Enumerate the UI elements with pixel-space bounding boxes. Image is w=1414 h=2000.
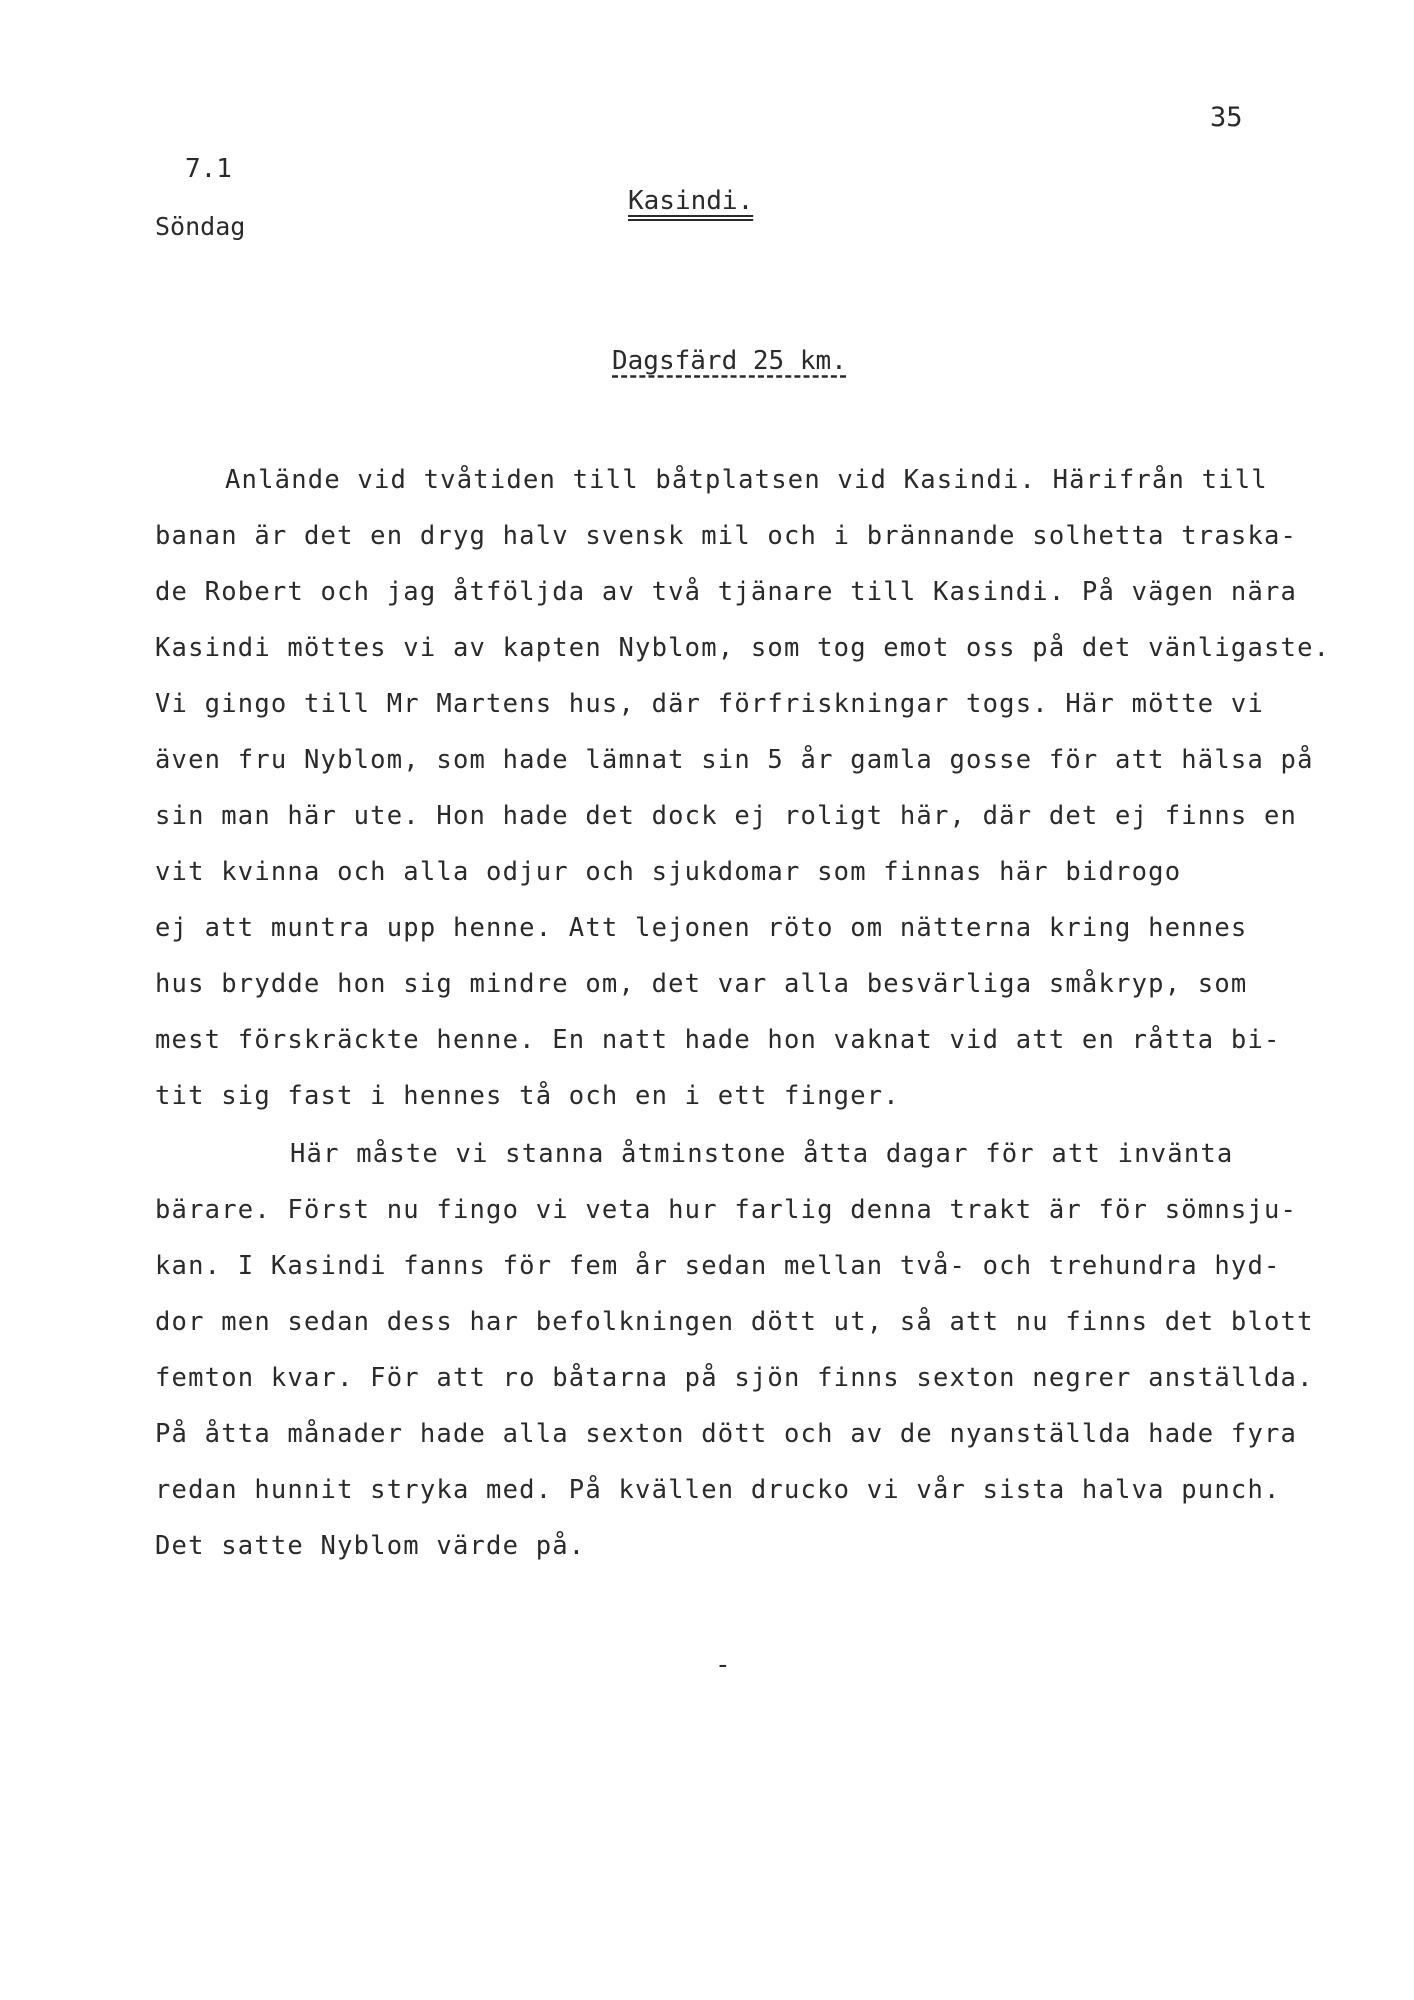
body-line: Kasindi möttes vi av kapten Nyblom, som tog emot oss på det vänligaste. [155, 633, 1331, 663]
entry-date: 7.1 [185, 154, 232, 184]
body-line: Vi gingo till Mr Martens hus, där förfriskningar togs. Här mötte vi [155, 689, 1265, 719]
body-line: femton kvar. För att ro båtarna på sjön finns sexton negrer anställda. [155, 1363, 1314, 1393]
body-line: banan är det en dryg halv svensk mil och i brännande solhetta traska- [155, 521, 1298, 551]
body-line: Anlände vid tvåtiden till båtplatsen vid Kasindi. Härifrån till [225, 465, 1268, 495]
body-line: ej att muntra upp henne. Att lejonen röto om nätterna kring hennes [155, 913, 1248, 943]
body-line: vit kvinna och alla odjur och sjukdomar som finnas här bidrogo [155, 857, 1182, 887]
body-line: Det satte Nyblom värde på. [155, 1531, 586, 1561]
body-line: Här måste vi stanna åtminstone åtta dagar för att invänta [290, 1139, 1234, 1169]
body-line: redan hunnit stryka med. På kvällen drucko vi vår sista halva punch. [155, 1475, 1281, 1505]
body-line: tit sig fast i hennes tå och en i ett finger. [155, 1081, 900, 1111]
body-line: bärare. Först nu fingo vi veta hur farlig denna trakt är för sömnsju- [155, 1195, 1298, 1225]
distance-title: Dagsfärd 25 km. [612, 346, 847, 376]
body-line: sin man här ute. Hon hade det dock ej roligt här, där det ej finns en [155, 801, 1298, 831]
body-line: även fru Nyblom, som hade lämnat sin 5 år gamla gosse för att hälsa på [155, 745, 1314, 775]
place-title: Kasindi. [628, 186, 754, 216]
body-line: På åtta månader hade alla sexton dött och av de nyanställda hade fyra [155, 1419, 1298, 1449]
body-line: hus brydde hon sig mindre om, det var alla besvärliga småkryp, som [155, 969, 1248, 999]
body-line: dor men sedan dess har befolkningen dött ut, så att nu finns det blott [155, 1307, 1314, 1337]
body-line: de Robert och jag åtföljda av två tjänare till Kasindi. På vägen nära [155, 577, 1298, 607]
page-number: 35 [1210, 102, 1243, 133]
end-mark: - [715, 1650, 731, 1680]
entry-weekday: Söndag [155, 212, 246, 241]
body-line: kan. I Kasindi fanns för fem år sedan mellan två- och trehundra hyd- [155, 1251, 1281, 1281]
body-line: mest förskräckte henne. En natt hade hon vaknat vid att en råtta bi- [155, 1025, 1281, 1055]
